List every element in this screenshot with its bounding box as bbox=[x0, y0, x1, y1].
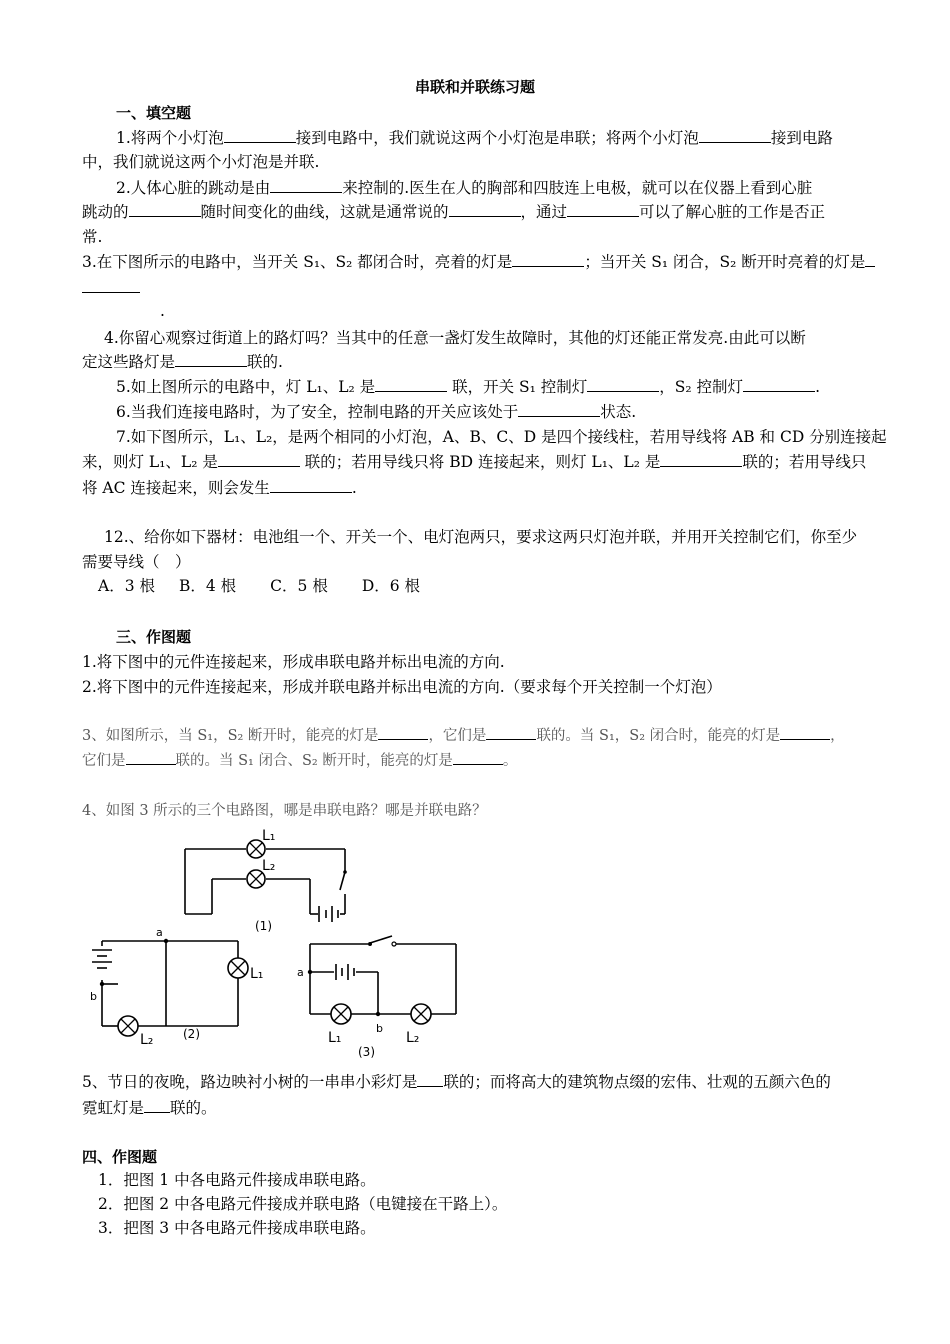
answer-blank bbox=[224, 128, 296, 143]
answer-blank bbox=[375, 377, 447, 392]
q4-line2: 定这些路灯是 联的. bbox=[82, 353, 283, 371]
option-a: A．3 根 bbox=[98, 577, 155, 595]
q1-line2: 中，我们就说这两个小灯泡是并联. bbox=[82, 153, 320, 171]
caption-3: (3) bbox=[358, 1045, 375, 1059]
q5-festival-line1: 5、节日的夜晚，路边映衬小树的一串串小彩灯是 联的；而将高大的建筑物点缀的宏伟、壮观的五颜六色的 bbox=[82, 1073, 831, 1091]
lamp-icon bbox=[228, 958, 248, 978]
draw-item-2: 2．把图 2 中各电路元件接成并联电路（电键接在干路上）。 bbox=[98, 1195, 508, 1213]
draw-item-1: 1．把图 1 中各电路元件接成串联电路。 bbox=[98, 1171, 376, 1189]
q2-line1: 2.人体心脏的跳动是由 来控制的.医生在人的胸部和四肢连上电极，就可以在仪器上看到心脏 bbox=[116, 179, 813, 197]
q3-line2 bbox=[82, 276, 870, 300]
q12-line1: 12.、给你如下器材：电池组一个、开关一个、电灯泡两只，要求这两只灯泡并联，并用开关控制它们，你至少 bbox=[104, 528, 858, 546]
caption-2: (2) bbox=[183, 1027, 200, 1041]
q4-line1: 4.你留心观察过街道上的路灯吗？当其中的任意一盏灯发生故障时，其他的灯还能正常发亮.由此可以断 bbox=[104, 329, 806, 347]
g4-line: 4、如图 3 所示的三个电路图，哪是串联电路？哪是并联电路？ bbox=[82, 803, 487, 819]
answer-blank bbox=[699, 128, 771, 143]
q5-festival-line2: 霓虹灯是 联的。 bbox=[82, 1099, 217, 1117]
draw-item-3: 3．把图 3 中各电路元件接成串联电路。 bbox=[98, 1219, 376, 1237]
answer-blank bbox=[567, 202, 639, 217]
label-a: a bbox=[156, 926, 163, 939]
caption-1: (1) bbox=[255, 919, 272, 933]
answer-blank bbox=[218, 452, 300, 467]
label-L2: L₂ bbox=[406, 1030, 420, 1046]
answer-blank bbox=[417, 1072, 443, 1087]
answer-blank bbox=[660, 452, 742, 467]
q1-line1: 1.将两个小灯泡 接到电路中，我们就说这两个小灯泡是串联；将两个小灯泡 接到电路 bbox=[116, 129, 833, 147]
circuit-diagram-2 bbox=[88, 926, 278, 1058]
switch-icon bbox=[368, 942, 372, 946]
circuit-diagram-1 bbox=[180, 824, 370, 936]
answer-blank bbox=[743, 377, 815, 392]
q2-line2: 跳动的 随时间变化的曲线，这就是通常说的 ，通过 可以了解心脏的工作是否正 bbox=[82, 203, 826, 221]
lamp-icon bbox=[118, 1016, 138, 1036]
q12-line2: 需要导线（ ） bbox=[82, 553, 191, 571]
label-L2: L₂ bbox=[140, 1032, 154, 1048]
q2-line3: 常. bbox=[82, 228, 103, 246]
answer-blank bbox=[780, 725, 830, 740]
answer-blank bbox=[175, 352, 247, 367]
answer-blank bbox=[512, 252, 584, 267]
q7-line2: 来，则灯 L₁、L₂ 是 联的；若用导线只将 BD 连接起来，则灯 L₁、L₂ 是 联的；若用导线只 bbox=[82, 453, 867, 471]
answer-blank bbox=[270, 478, 352, 493]
label-L2: L₂ bbox=[262, 858, 276, 874]
q3-line1: 3.在下图所示的电路中，当开关 S₁、S₂ 都闭合时，亮着的灯是 ；当开关 S₁ 闭合，S₂ 断开时亮着的灯是 bbox=[82, 250, 870, 274]
answer-blank bbox=[587, 377, 659, 392]
answer-blank bbox=[378, 725, 428, 740]
q7-line3: 将 AC 连接起来，则会发生 . bbox=[82, 479, 357, 497]
section1-heading: 一、填空题 bbox=[116, 104, 192, 122]
option-b: B．4 根 bbox=[178, 577, 237, 595]
q6-line: 6.当我们连接电路时，为了安全，控制电路的开关应该处于 状态. bbox=[116, 403, 637, 421]
label-L1: L₁ bbox=[328, 1030, 342, 1046]
section4-heading: 四、作图题 bbox=[82, 1148, 158, 1166]
answer-blank bbox=[518, 402, 600, 417]
lamp-icon bbox=[331, 1004, 351, 1024]
answer-blank bbox=[453, 750, 503, 765]
label-L1: L₁ bbox=[262, 828, 276, 844]
answer-blank bbox=[126, 750, 176, 765]
label-L1: L₁ bbox=[250, 966, 264, 982]
label-b: b bbox=[90, 990, 97, 1003]
option-d: D．6 根 bbox=[361, 577, 421, 595]
g3-line2: 它们是 联的。当 S₁ 闭合、S₂ 断开时，能亮的灯是 。 bbox=[82, 749, 870, 773]
switch-icon bbox=[343, 870, 347, 874]
g3-line1: 3、如图所示，当 S₁，S₂ 断开时，能亮的灯是 ，它们是 联的。当 S₁，S₂ 闭合时，能亮的灯是 ， bbox=[82, 724, 870, 748]
draw-task-1: 1.将下图中的元件连接起来，形成串联电路并标出电流的方向. bbox=[82, 653, 505, 671]
answer-blank bbox=[270, 178, 342, 193]
answer-blank bbox=[865, 252, 875, 267]
answer-blank bbox=[486, 725, 536, 740]
circuit-diagram-3 bbox=[296, 932, 466, 1062]
q3-dot: . bbox=[160, 302, 165, 320]
q12-options bbox=[98, 574, 870, 598]
section3-heading: 三、作图题 bbox=[116, 628, 192, 646]
lamp-icon bbox=[411, 1004, 431, 1024]
draw-task-2: 2.将下图中的元件连接起来，形成并联电路并标出电流的方向.（要求每个开关控制一个灯泡） bbox=[82, 678, 722, 696]
label-b: b bbox=[376, 1022, 383, 1035]
page-title: 串联和并联练习题 bbox=[414, 78, 535, 96]
answer-blank bbox=[82, 278, 140, 293]
label-a: a bbox=[297, 966, 304, 979]
option-c: C．5 根 bbox=[270, 577, 328, 595]
q5-line: 5.如上图所示的电路中，灯 L₁、L₂ 是 联，开关 S₁ 控制灯 ，S₂ 控制灯 . bbox=[116, 378, 820, 396]
q7-line1: 7.如下图所示，L₁、L₂，是两个相同的小灯泡，A、B、C、D 是四个接线柱，若用导线将 AB 和 CD 分别连接起 bbox=[116, 428, 887, 446]
answer-blank bbox=[129, 202, 201, 217]
answer-blank bbox=[144, 1098, 170, 1113]
answer-blank bbox=[449, 202, 521, 217]
